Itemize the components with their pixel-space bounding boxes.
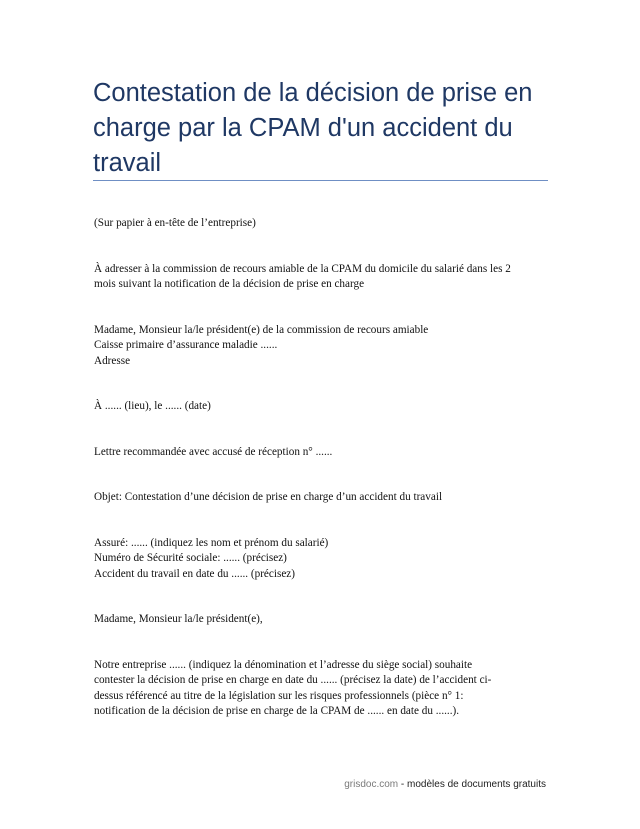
- text-line: Lettre recommandée avec accusé de réception n° ......: [94, 445, 333, 458]
- text-line: Adresse: [94, 354, 131, 367]
- text-line: Objet: Contestation d’une décision de prise en charge d’un accident du travail: [94, 491, 443, 503]
- text-line: À adresser à la commission de recours amiable de la CPAM du domicile du salarié dans les 2: [94, 262, 511, 275]
- letter-subject: [94, 490, 554, 506]
- footer-tagline: - modèles de documents gratuits: [398, 779, 546, 790]
- title-line: Contestation de la décision de prise en: [93, 79, 533, 107]
- insured-details: [94, 536, 554, 583]
- text-line: dessus référencé au titre de la législation sur les risques professionnels (pièce n° 1:: [94, 689, 464, 702]
- registered-letter: [94, 445, 554, 461]
- title-line: charge par la CPAM d'un accident du: [93, 114, 513, 142]
- text-line: Notre entreprise ...... (indiquez la dénomination et l’adresse du siège social) souhaite: [94, 658, 473, 671]
- title-divider: [93, 180, 548, 181]
- recipient-address: [94, 323, 554, 370]
- body-paragraph: [94, 658, 554, 720]
- recipient-instruction: [94, 262, 554, 293]
- text-line: Caisse primaire d’assurance maladie ......: [94, 339, 278, 351]
- text-line: Assuré: ...... (indiquez les nom et prénom du salarié): [94, 536, 329, 549]
- footer-site-link[interactable]: grisdoc.com: [344, 779, 399, 790]
- letterhead-note: [94, 216, 554, 232]
- document-title: [93, 76, 553, 181]
- text-line: À ...... (lieu), le ...... (date): [94, 400, 211, 412]
- text-line: Numéro de Sécurité sociale: ...... (précisez): [94, 552, 287, 564]
- title-line: travail: [93, 149, 162, 177]
- text-line: (Sur papier à en-tête de l’entreprise): [94, 217, 256, 229]
- text-line: Madame, Monsieur la/le président(e) de la commission de recours amiable: [94, 323, 429, 336]
- text-line: Madame, Monsieur la/le président(e),: [94, 613, 263, 625]
- page-footer: [344, 779, 546, 790]
- text-line: notification de la décision de prise en charge de la CPAM de ...... en date du ......).: [94, 705, 460, 717]
- letter-body: [94, 216, 554, 720]
- place-date: [94, 399, 554, 415]
- text-line: mois suivant la notification de la décision de prise en charge: [94, 278, 365, 290]
- text-line: contester la décision de prise en charge en date du ...... (précisez la date) de l’accident ci-: [94, 674, 492, 686]
- text-line: Accident du travail en date du ...... (précisez): [94, 567, 295, 580]
- salutation: [94, 612, 554, 628]
